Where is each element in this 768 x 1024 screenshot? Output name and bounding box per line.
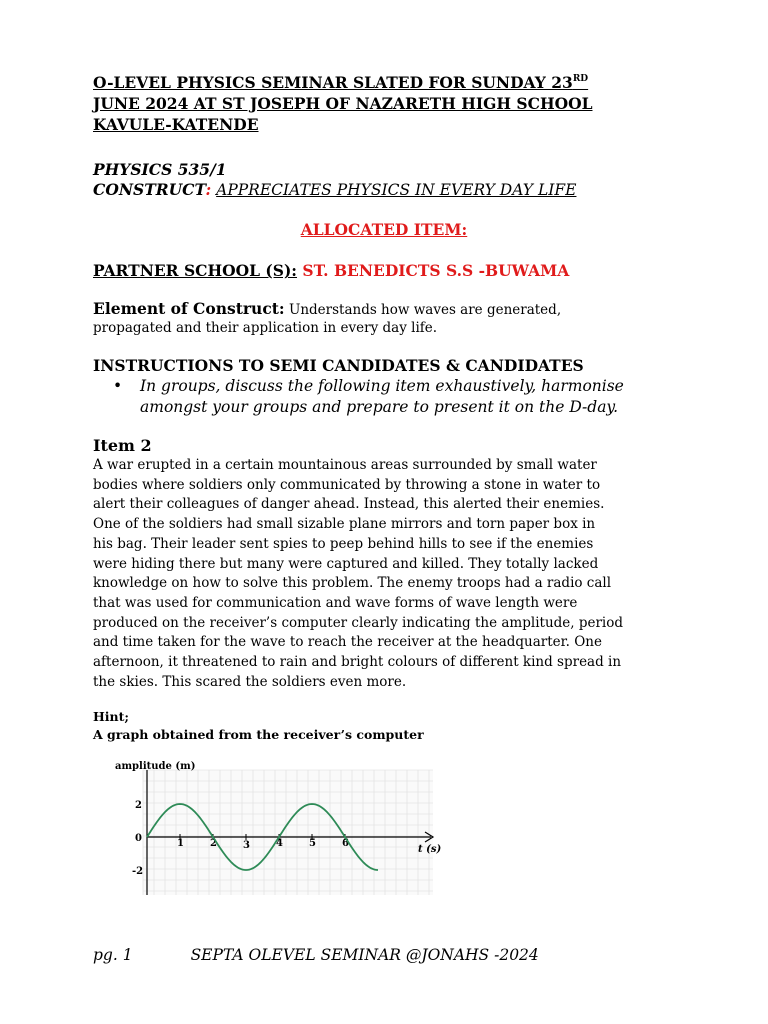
paragraph-line: bodies where soldiers only communicated by throwing a stone in water to [93, 476, 601, 493]
element-text-1: Understands how waves are generated, [288, 302, 562, 318]
x-tick-label: 5 [309, 838, 316, 849]
graph-background [143, 770, 433, 895]
item-title: Item 2 [93, 436, 152, 455]
paragraph-line: A war erupted in a certain mountainous areas surrounded by small water [93, 457, 597, 473]
partner-value: ST. BENEDICTS S.S -BUWAMA [302, 261, 570, 280]
bullet-line-1: In groups, discuss the following item exhaustively, harmonise [140, 377, 624, 395]
construct-colon: : [205, 180, 212, 199]
course-code: PHYSICS 535/1 [93, 160, 227, 179]
y-tick-label: -2 [132, 866, 144, 877]
x-axis-label: t (s) [418, 844, 442, 855]
paragraph-line: knowledge on how to solve this problem. The enemy troops had a radio call [93, 575, 612, 592]
instructions-title: INSTRUCTIONS TO SEMI CANDIDATES & CANDIDATES [93, 356, 584, 375]
x-tick-label: 3 [243, 840, 250, 851]
wave-graph [105, 757, 445, 897]
instruction-bullet [113, 376, 713, 418]
construct-label: CONSTRUCT [93, 180, 206, 199]
y-tick-label: 2 [135, 800, 142, 811]
bullet-symbol: • [113, 377, 123, 395]
x-tick-label: 1 [177, 838, 184, 849]
allocated-item-heading: ALLOCATED ITEM: [300, 220, 468, 239]
paragraph-line: One of the soldiers had small sizable plane mirrors and torn paper box in [93, 516, 596, 533]
paragraph-line: afternoon, it threatened to rain and bright colours of different kind spread in [93, 654, 622, 671]
paragraph-line: his bag. Their leader sent spies to peep behind hills to see if the enemies [93, 535, 594, 552]
construct-value: APPRECIATES PHYSICS IN EVERY DAY LIFE [216, 181, 577, 199]
paragraph-line: the skies. This scared the soldiers even more. [93, 673, 407, 690]
element-of-construct [93, 300, 693, 337]
x-tick-label: 6 [342, 838, 349, 849]
paragraph-line: alert their colleagues of danger ahead. Instead, this alerted their enemies. [93, 496, 605, 513]
hint-label: Hint; [93, 709, 130, 724]
partner-label: PARTNER SCHOOL (S): [93, 261, 298, 280]
header-line-3: KAVULE-KATENDE [93, 115, 259, 134]
construct-line [93, 180, 576, 199]
partner-school-line [93, 261, 569, 280]
page-number: pg. 1 [93, 946, 133, 964]
element-label: Element of Construct: [93, 299, 285, 318]
element-text-2: propagated and their application in every day life. [93, 320, 438, 336]
hint-caption: A graph obtained from the receiver’s computer [93, 727, 424, 742]
paragraph-line: and time taken for the wave to reach the receiver at the headquarter. One [93, 634, 602, 651]
seminar-header [93, 72, 703, 135]
paragraph-line: were hiding there but many were captured and killed. They totally lacked [93, 555, 599, 572]
hint-block [93, 708, 424, 744]
y-axis-label: amplitude (m) [115, 761, 196, 772]
x-tick-label: 4 [276, 838, 283, 849]
header-line-1: O-LEVEL PHYSICS SEMINAR SLATED FOR SUNDAY 23RD [93, 73, 589, 92]
footer-tag: SEPTA OLEVEL SEMINAR @JONAHS -2024 [190, 946, 539, 964]
page-footer [93, 946, 539, 964]
paragraph-line: produced on the receiver’s computer clearly indicating the amplitude, period [93, 614, 624, 631]
y-tick-label: 0 [135, 833, 142, 844]
bullet-line-2: amongst your groups and prepare to present it on the D-day. [140, 398, 619, 416]
x-tick-label: 2 [210, 838, 217, 849]
paragraph-line: that was used for communication and wave forms of wave length were [93, 594, 578, 611]
header-line-2: JUNE 2024 AT ST JOSEPH OF NAZARETH HIGH SCHOOL [93, 94, 593, 113]
item-paragraph [93, 456, 683, 692]
